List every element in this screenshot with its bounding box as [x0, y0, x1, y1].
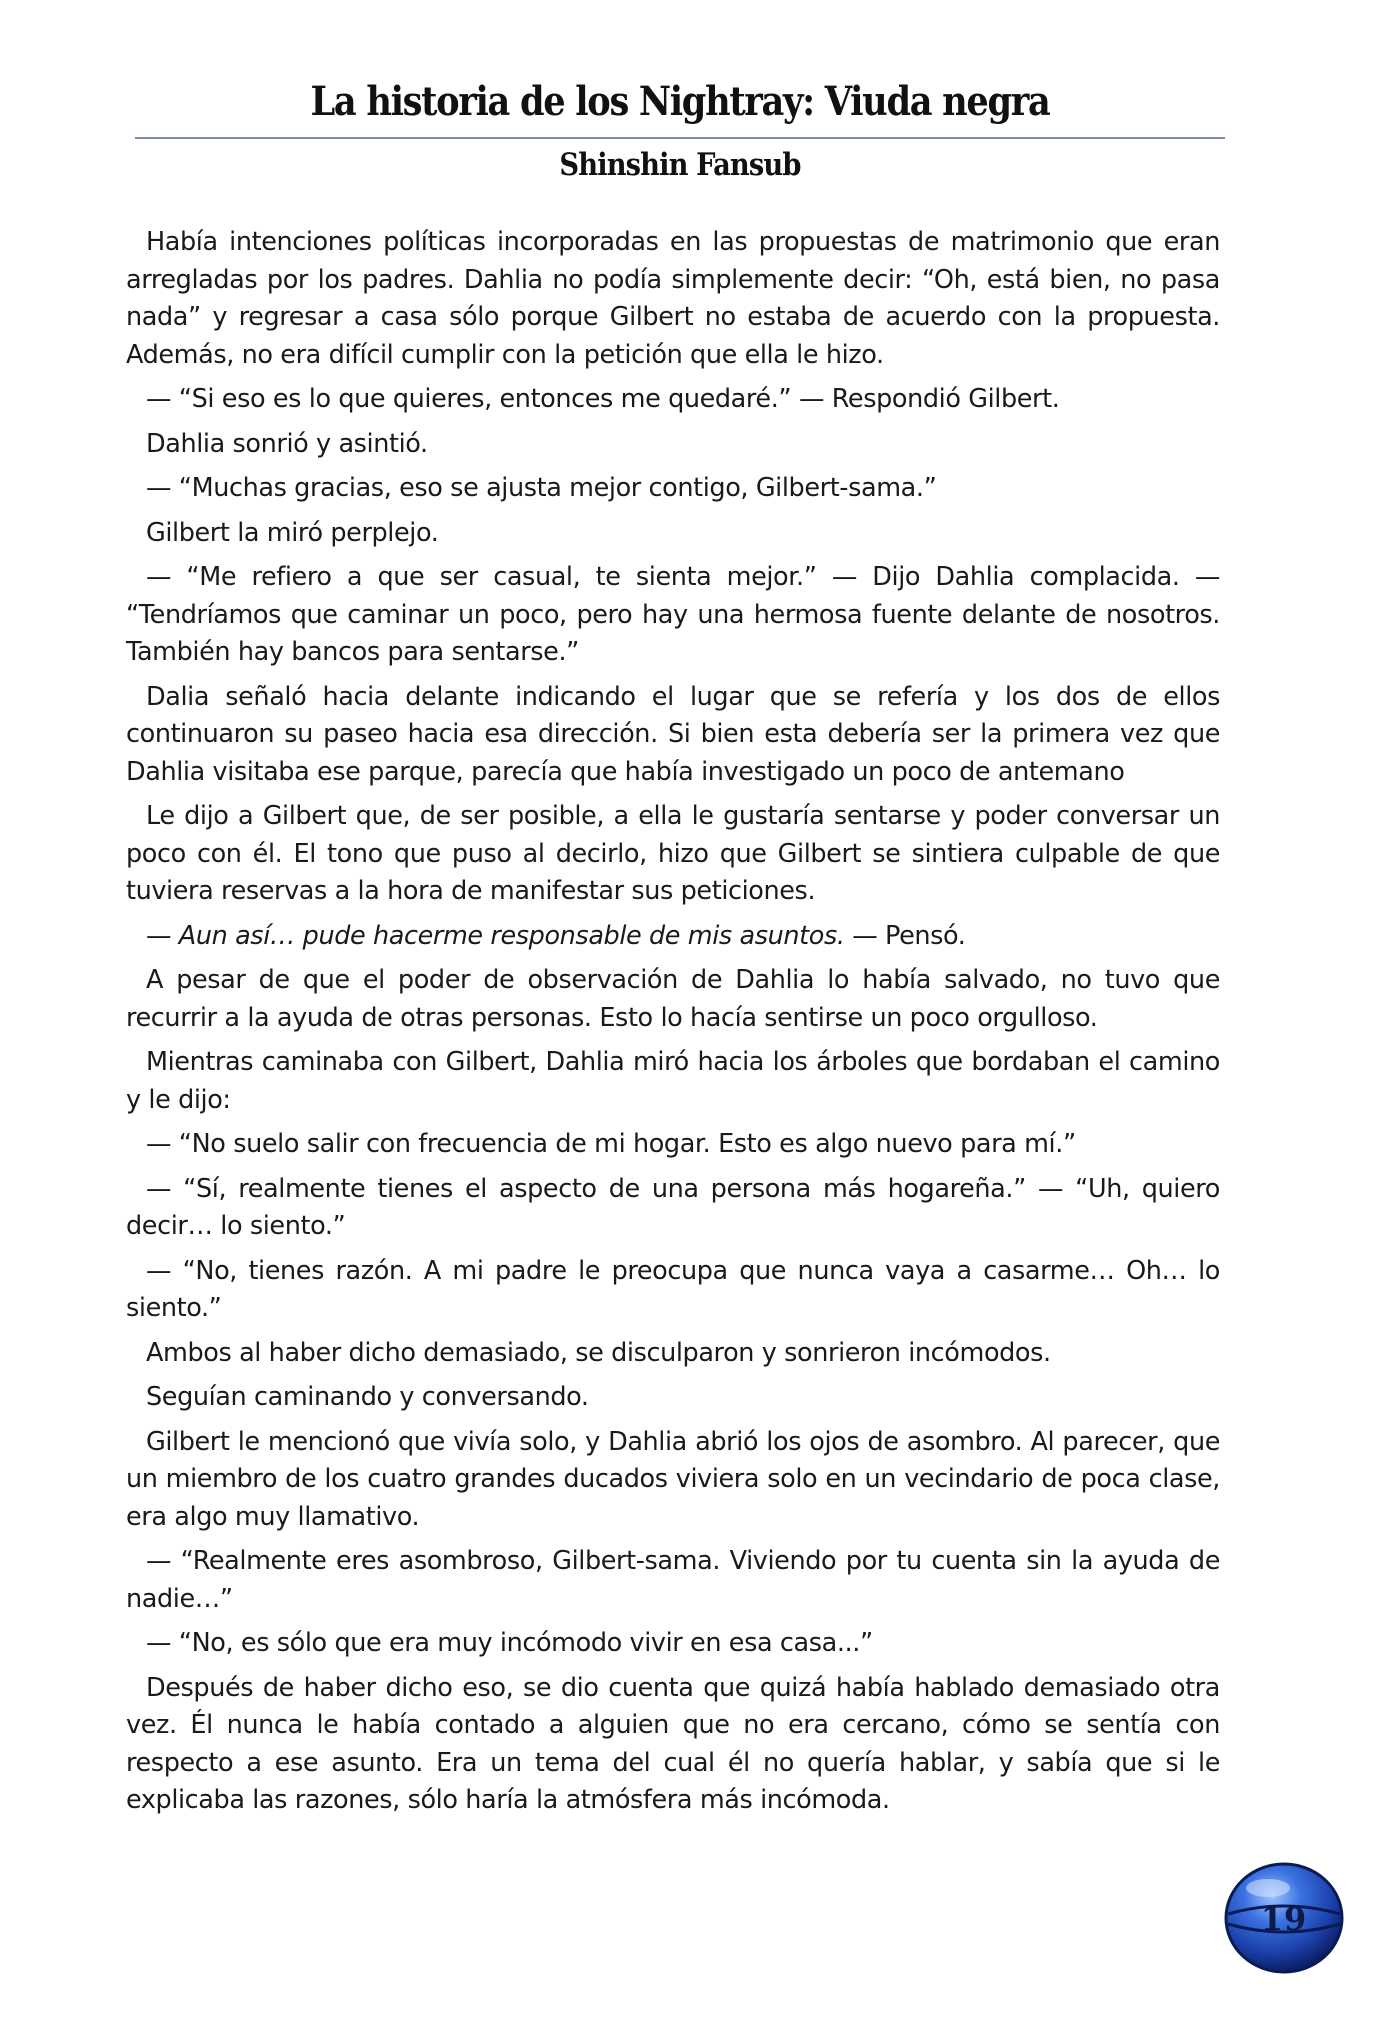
paragraph: Le dijo a Gilbert que, de ser posible, a ella le gustaría sentarse y poder conversar un poco con él. El tono que puso al decirlo, hizo que Gilbert se sintiera culpable de que tuviera reservas a la hora de manifestar sus peticiones. [126, 801, 1220, 906]
paragraph: Después de haber dicho eso, se dio cuenta que quizá había hablado demasiado otra vez. Él nunca le había contado a alguien que no era cercano, cómo se sentía con respecto a ese asunto. Era un tema del cual él no quería hablar, y sabía que si le explicaba las razones, sólo haría la atmósfera más incómoda. [126, 1672, 1220, 1815]
paragraph: Seguían caminando y conversando. [146, 1382, 589, 1412]
paragraph: Dahlia sonrió y asintió. [146, 428, 428, 459]
paragraph: Había intenciones políticas incorporadas en las propuestas de matrimonio que eran arregladas por los padres. Dahlia no podía simplemente decir: “Oh, está bien, no pasa nada” y regresar a casa sólo porque Gilbert no estaba de acuerdo con la propuesta. Además, no era difícil cumplir con la petición que ella le hizo. [126, 227, 1220, 370]
paragraph: — “Realmente eres asombroso, Gilbert-sama. Viviendo por tu cuenta sin la ayuda de nadie…” [126, 1546, 1220, 1614]
paragraph: — “Sí, realmente tienes el aspecto de una persona más hogareña.” — “Uh, quiero decir… lo siento.” [126, 1173, 1220, 1241]
paragraph: — “Muchas gracias, eso se ajusta mejor contigo, Gilbert-sama.” [146, 473, 937, 503]
paragraph: — “Me refiero a que ser casual, te sienta mejor.” — Dijo Dahlia complacida. — “Tendríamos que caminar un poco, pero hay una hermosa fuente delante de nosotros. También hay bancos para sentarse.” [126, 562, 1220, 667]
paragraph: Gilbert la miró perplejo. [146, 517, 439, 548]
paragraph: — “No suelo salir con frecuencia de mi hogar. Esto es algo nuevo para mí.” [146, 1129, 1076, 1159]
title-divider [135, 137, 1225, 139]
paragraph: A pesar de que el poder de observación de Dahlia lo había salvado, no tuvo que recurrir a la ayuda de otras personas. Esto lo hacía sentirse un poco orgulloso. [126, 965, 1220, 1033]
page-subtitle [135, 140, 1225, 190]
body-text [126, 224, 1220, 1827]
page-number: 19 [1260, 1900, 1308, 1938]
paragraph: — “Si eso es lo que quieres, entonces me quedaré.” — Respondió Gilbert. [146, 384, 1060, 414]
paragraph: Gilbert le mencionó que vivía solo, y Dahlia abrió los ojos de asombro. Al parecer, que un miembro de los cuatro grandes ducados viviera solo en un vecindario de poca clase, era algo muy llamativo. [126, 1426, 1220, 1532]
paragraph [126, 918, 1220, 956]
page-title: La historia de los Nightray: Viuda negra [310, 78, 1050, 125]
thought-italic: — Aun así… pude hacerme responsable de mis asuntos. [146, 920, 845, 951]
paragraph: — “No, es sólo que era muy incómodo vivir en esa casa...” [146, 1628, 873, 1658]
paragraph: — “No, tienes razón. A mi padre le preocupa que nunca vaya a casarme… Oh… lo siento.” [126, 1255, 1220, 1323]
paragraph: Mientras caminaba con Gilbert, Dahlia miró hacia los árboles que bordaban el camino y le dijo: [126, 1047, 1220, 1115]
subtitle-text: Shinshin Fansub [559, 147, 801, 183]
paragraph: Dalia señaló hacia delante indicando el lugar que se refería y los dos de ellos continuaron su paseo hacia esa dirección. Si bien esta debería ser la primera vez que Dahlia visitaba ese parque, parecía que había investigado un poco de antemano [126, 681, 1220, 787]
page-header [135, 72, 1225, 132]
thought-tail: — Pensó. [844, 920, 966, 951]
paragraph: Ambos al haber dicho demasiado, se disculparon y sonrieron incómodos. [146, 1337, 1051, 1368]
